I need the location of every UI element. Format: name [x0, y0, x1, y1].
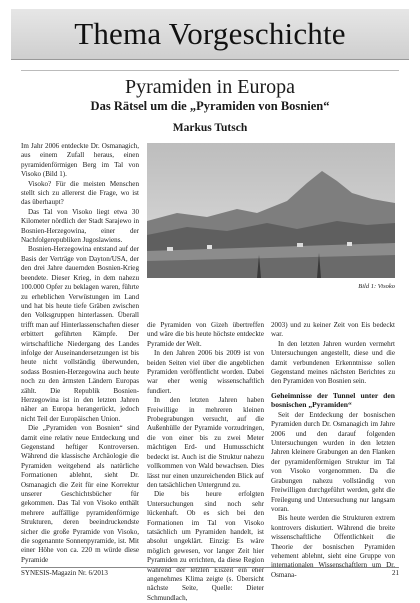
column-2 — [147, 321, 264, 603]
visoko-photo — [147, 143, 395, 278]
section-banner — [11, 9, 409, 60]
paragraph: die Pyramiden von Gizeh übertreffen und wäre die bis heute höchste entdeckte Pyramide der Welt. — [147, 321, 264, 348]
section-heading: Geheimnisse der Tunnel unter den bosnischen „Pyramiden“ — [271, 390, 395, 409]
paragraph: Visoko? Für die meisten Menschen stellt sich zu allererst die Frage, wo ist das überhaupt? — [21, 179, 139, 207]
article-title: Pyramiden in Europa — [125, 76, 295, 98]
footer-magazine: SYNESIS-Magazin Nr. 6/2013 — [21, 569, 108, 577]
paragraph: Seit der Entdeckung der bosnischen Pyramiden durch Dr. Osmanagich im Jahre 2006 und den darauf folgenden Untersuchungen wurden in den letzten Jahren kleinere Grabungen an den Flanken der pyramidenförmigen Struktur im Tal von Visoko vorgenommen. Da die Grabungen nahezu vollständig von Freiwilligen durchgeführt werden, geht die Freilegung und Untersuchung nur langsam voran. — [271, 410, 395, 513]
divider — [21, 70, 399, 71]
page-number: 21 — [392, 569, 399, 577]
paragraph: In den letzten Jahren haben Freiwillige in mehreren kleinen Probegrabungen versucht, auf die Außenhülle der Pyramide vorzudringen, die von einer bis zu zwei Meter mächtigen Erd- und Humusschicht bedeckt ist. Auch ist die Struktur nahezu vollkommen von Wald bewachsen. Dies lässt nur einen unzureichenden Blick auf den tatsächlichen Untergrund zu. — [147, 396, 264, 489]
paragraph: Bis heute werden die Strukturen extrem kontrovers diskutiert. Während die breite wissenschaftliche Öffentlichkeit die Theorie der bosnischen Pyramiden vehement ablehnt, sieht eine Gruppe von internationalen Wissenschaftlern um Dr. Osmana- — [271, 514, 395, 579]
paragraph: 2003) und zu keiner Zeit von Eis bedeckt war. — [271, 321, 395, 339]
section-title: Thema Vorgeschichte — [74, 16, 346, 51]
paragraph: Im Jahr 2006 entdeckte Dr. Osmanagich, aus einem Zufall heraus, einen pyramidenförmigen Berg im Tal von Visoko (Bild 1). — [21, 142, 139, 179]
paragraph: In den Jahren 2006 bis 2009 ist von beiden Seiten viel über die angeblichen Pyramiden veröffentlicht worden. Dabei war eher wenig wissenschaftlich fundiert. — [147, 349, 264, 395]
article-subtitle: Das Rätsel um die „Pyramiden von Bosnien“ — [90, 99, 330, 113]
paragraph: Bosnien-Herzegowina entstand auf der Basis der Verträge von Dayton/USA, der den drei Jahre dauernden Bosnien-Krieg beendete. Dieser Krieg, in dem nahezu 100.000 Opfer zu beklagen waren, führte zu erheblichen Verwüstungen im Land und hat bis heute tiefe Gräben zwischen den Volksgruppen hinterlassen. Überall trifft man auf Hinterlassenschaften dieser erbittert geführten Kämpfe. Der wirtschaftliche Niedergang des Landes infolge der Auseinandersetzungen ist bis heute nicht vollständig überwunden, sodass Bosnien-Herzegowina auch heute noch zu den ärmsten Ländern Europas zählt. Die Republik Bosnien-Herzegowina ist in den letzten Jahren näher an Europa herangerückt, jedoch nicht Teil der Europäischen Union. — [21, 245, 139, 423]
column-1 — [21, 142, 139, 565]
paragraph: Die bis heure erfolgten Untersuchungen sind noch sehr lückenhaft. Ob es sich bei den Formationen im Tal von Visoko tatsächlich um Pyramiden handelt, ist absolut ungeklärt. Einzig: Es wäre möglich gewesen, vor langer Zeit hier Pyramiden zu errichten, da diese Region während der letzten Eiszeit ein eher angenehmes Klima zeigte (s. Übersicht nächste Seite, Quelle: Dieter Schmundlach, — [147, 490, 264, 602]
paragraph: Die „Pyramiden von Bosnien“ sind damit eine relativ neue Entdeckung und Gegenstand heftiger Kontroversen. Während die klassische Archäologie die Pyramiden weitgehend als natürliche Formationen ablehnt, sieht Dr. Osmanagich die Zeit für eine Korrektur unserer Geschichtsbücher für gekommen. Das Tal von Visoko enthält mehrere auffällige pyramidenförmige Strukturen, deren beeindruckendste sicher die große Pyramide von Visoko, die sogenannte Sonnenpyramide, ist. Mit einer Höhe von ca. 220 m würde diese Pyramide — [21, 424, 139, 564]
footer-divider — [21, 567, 399, 568]
paragraph: In den letzten Jahren wurden vermehrt Untersuchungen angestellt, diese und die damit verbundenen Erkenntnisse sollen Gegenstand meines nächsten Berichtes zu den Pyramiden von Bosnien sein. — [271, 339, 395, 386]
article-author: Markus Tutsch — [172, 122, 248, 134]
figure-caption: Bild 1: Visoko — [358, 283, 395, 290]
paragraph: Das Tal von Visoko liegt etwa 30 Kilometer nördlich der Stadt Sarajewo in Bosnien-Herzegowina, einer der Nachfolgerepubliken Jugoslawiens. — [21, 207, 139, 245]
landscape-illustration — [147, 143, 395, 278]
column-3 — [271, 321, 395, 580]
